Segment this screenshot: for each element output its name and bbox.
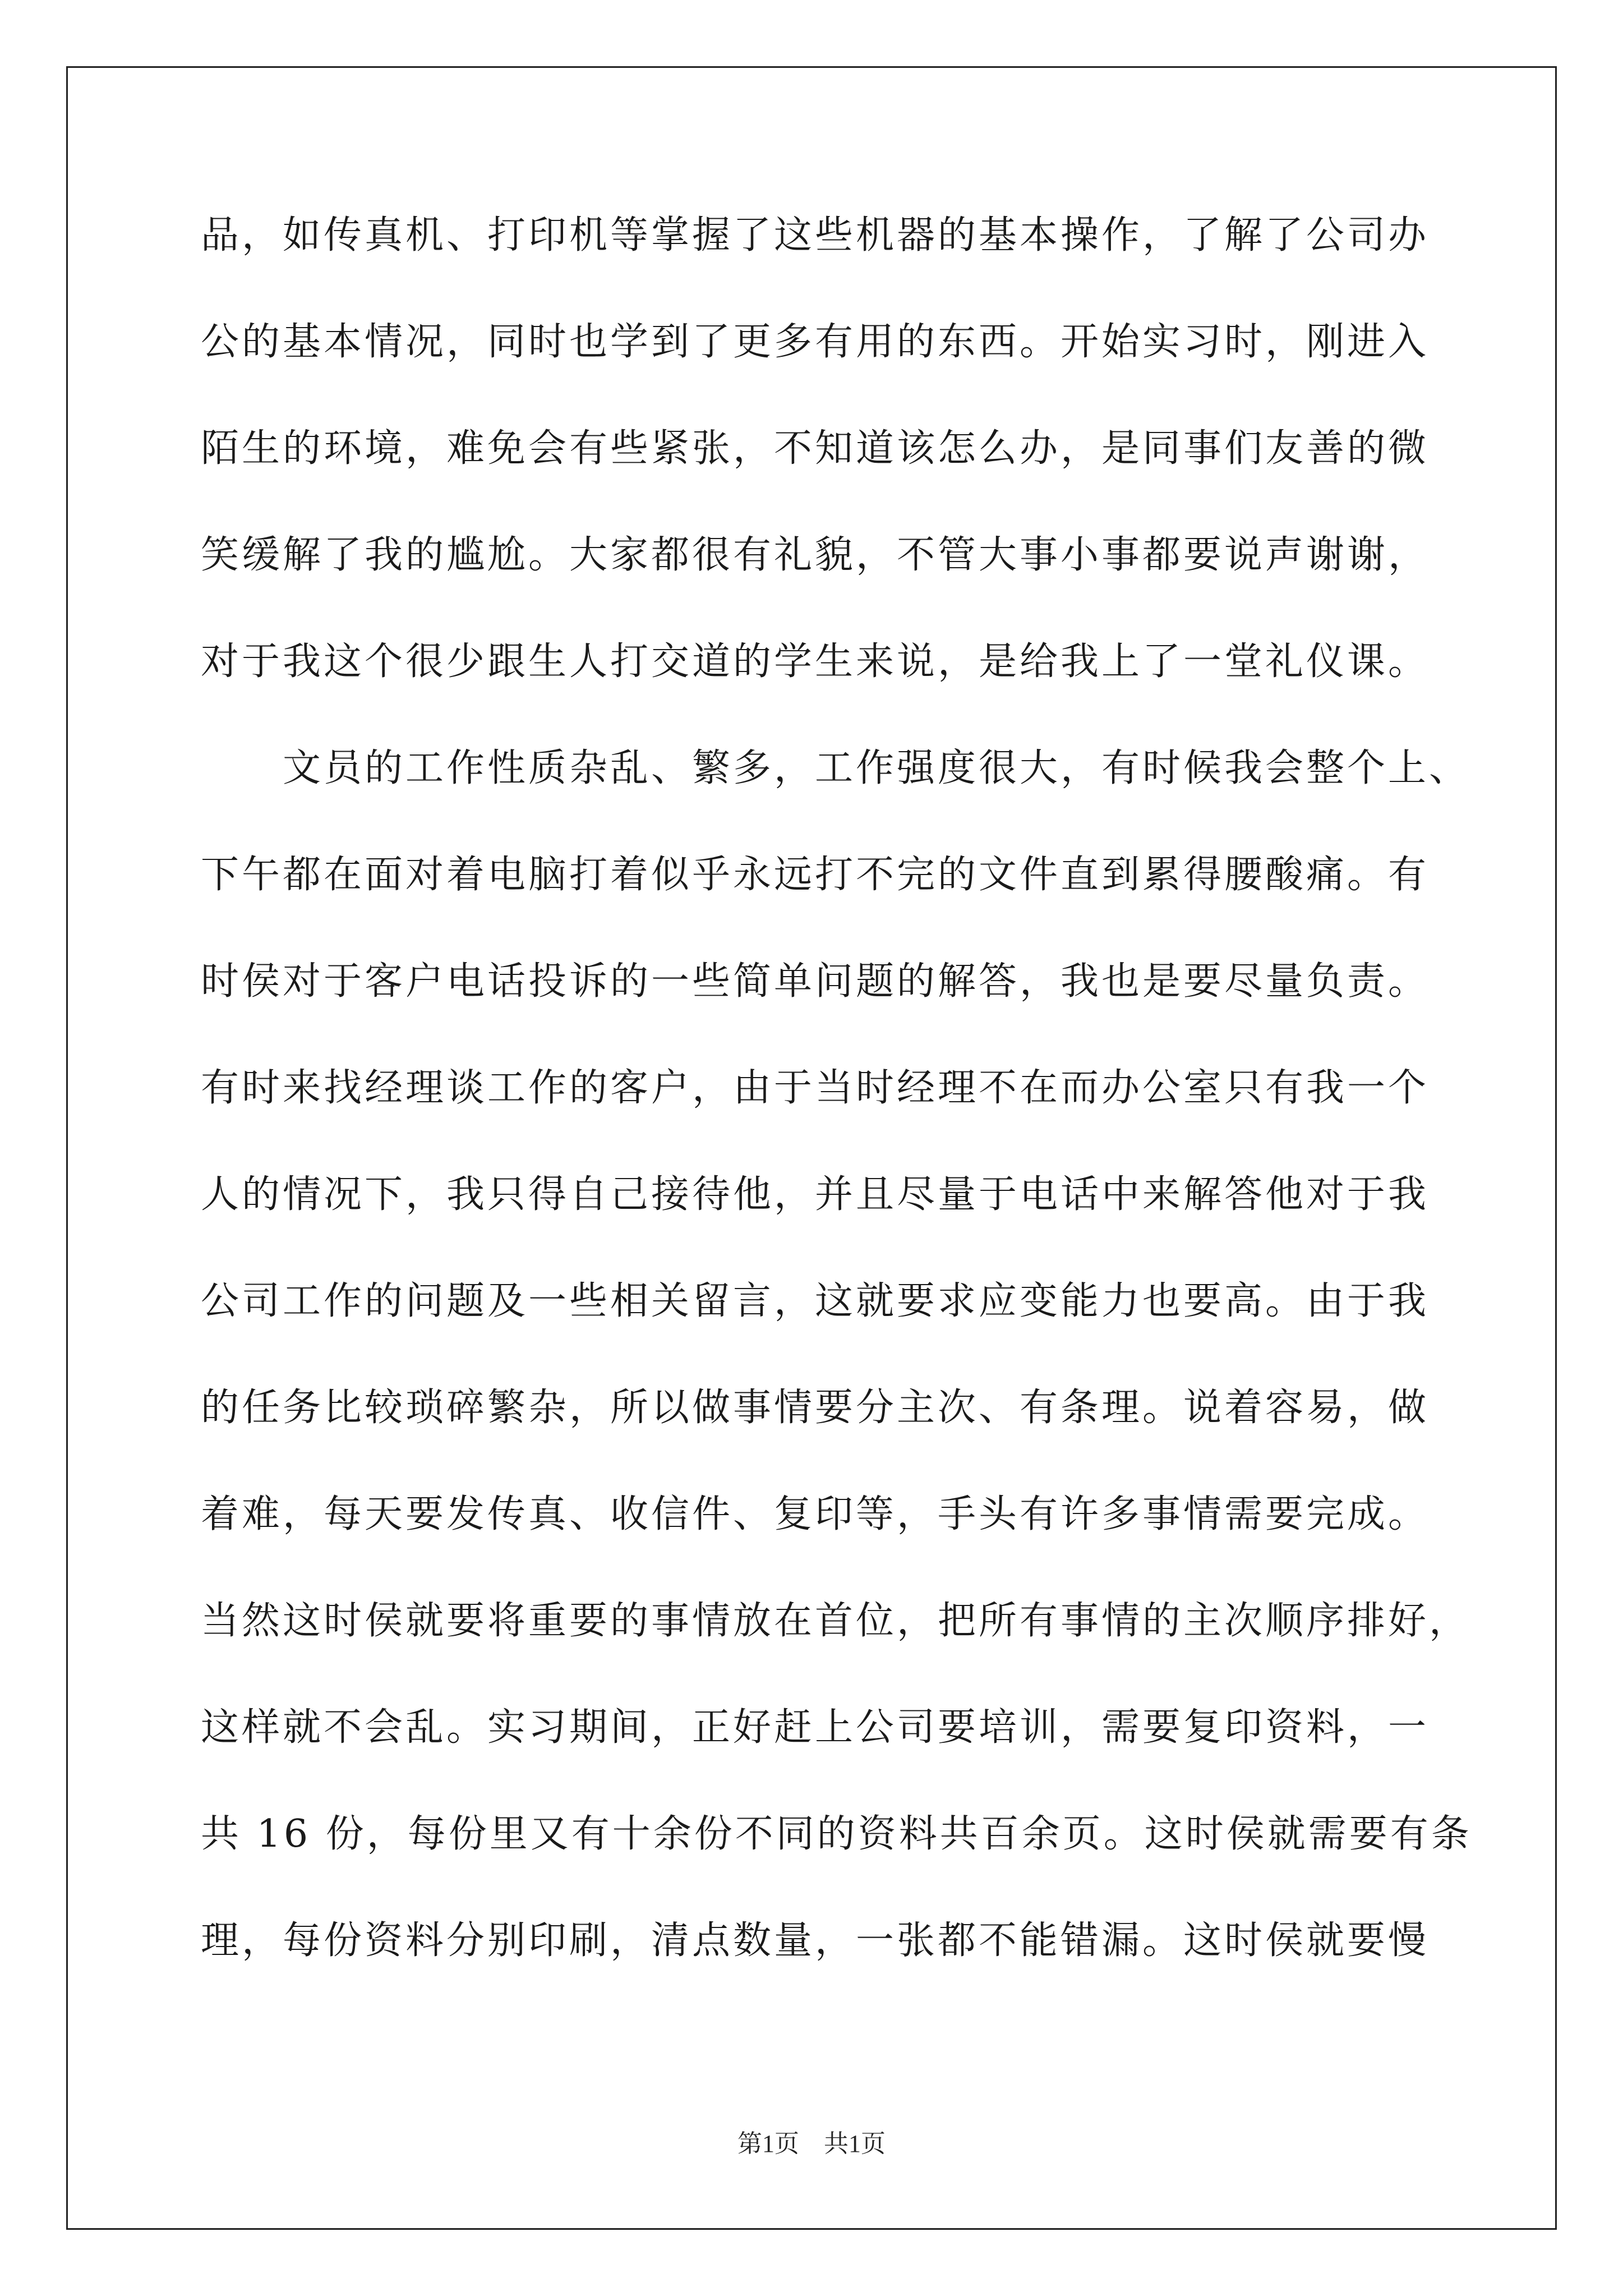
text-line: 时侯对于客户电话投诉的一些简单问题的解答，我也是要尽量负责。 — [201, 959, 1430, 1004]
text-line: 品，如传真机、打印机等掌握了这些机器的基本操作，了解了公司办 — [201, 213, 1430, 257]
text-line: 陌生的环境，难免会有些紧张，不知道该怎么办，是同事们友善的微 — [201, 426, 1430, 471]
text-line: 笑缓解了我的尴尬。大家都很有礼貌，不管大事小事都要说声谢谢， — [201, 533, 1430, 577]
text-line: 有时来找经理谈工作的客户，由于当时经理不在而办公室只有我一个 — [201, 1066, 1430, 1110]
page-number-footer: 第1页 共1页 — [737, 2130, 886, 2157]
text-line: 公司工作的问题及一些相关留言，这就要求应变能力也要高。由于我 — [201, 1279, 1430, 1323]
text-line: 理，每份资料分别印刷，清点数量，一张都不能错漏。这时侯就要慢 — [201, 1918, 1430, 1963]
text-line: 下午都在面对着电脑打着似乎永远打不完的文件直到累得腰酸痛。有 — [201, 853, 1430, 897]
text-line: 这样就不会乱。实习期间，正好赶上公司要培训，需要复印资料，一 — [201, 1705, 1430, 1750]
document-body — [201, 210, 1472, 2022]
paragraph-start-line: 文员的工作性质杂乱、繁多，工作强度很大，有时候我会整个上、 — [283, 746, 1470, 790]
text-line: 着难，每天要发传真、收信件、复印等，手头有许多事情需要完成。 — [201, 1492, 1430, 1536]
text-line: 对于我这个很少跟生人打交道的学生来说，是给我上了一堂礼仪课。 — [201, 639, 1430, 684]
text-line: 共 16 份，每份里又有十余份不同的资料共百余页。这时侯就需要有条 — [201, 1812, 1472, 1856]
text-line: 当然这时侯就要将重要的事情放在首位，把所有事情的主次顺序排好， — [201, 1599, 1470, 1643]
text-line: 人的情况下，我只得自己接待他，并且尽量于电话中来解答他对于我 — [201, 1172, 1430, 1217]
text-line: 公的基本情况，同时也学到了更多有用的东西。开始实习时，刚进入 — [201, 320, 1430, 364]
text-line: 的任务比较琐碎繁杂，所以做事情要分主次、有条理。说着容易，做 — [201, 1386, 1430, 1430]
